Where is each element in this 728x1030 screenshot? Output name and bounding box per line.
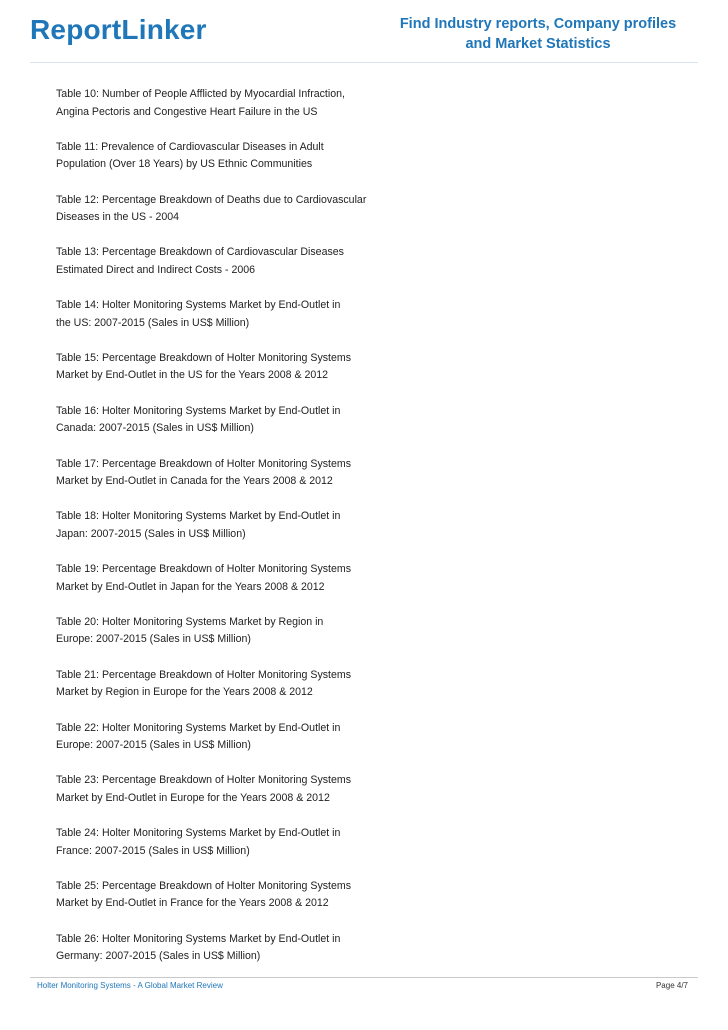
table-entry-line-2: Estimated Direct and Indirect Costs - 2006 — [56, 263, 256, 276]
table-entry-line-2: Europe: 2007-2015 (Sales in US$ Million) — [56, 739, 251, 752]
table-entry-line-1: Table 16: Holter Monitoring Systems Market by End-Outlet in — [56, 404, 341, 417]
table-entry — [56, 614, 416, 649]
table-entry-line-2: Market by End-Outlet in the US for the Years 2008 & 2012 — [56, 369, 329, 382]
table-entry-line-2: Japan: 2007-2015 (Sales in US$ Million) — [56, 527, 246, 540]
table-entry — [56, 403, 416, 438]
table-entry-line-1: Table 11: Prevalence of Cardiovascular Diseases in Adult — [56, 140, 324, 153]
table-entry — [56, 508, 416, 543]
table-entry — [56, 297, 416, 332]
table-entry — [56, 139, 416, 174]
table-entry — [56, 244, 416, 279]
table-entry-line-2: France: 2007-2015 (Sales in US$ Million) — [56, 844, 250, 857]
footer-divider — [30, 977, 698, 978]
tagline-line-1: Find Industry reports, Company profiles — [399, 16, 677, 32]
footer-document-link[interactable]: Holter Monitoring Systems - A Global Market Review — [37, 981, 223, 990]
table-entry — [56, 931, 416, 966]
table-entry — [56, 825, 416, 860]
table-entry-line-2: Market by End-Outlet in France for the Years 2008 & 2012 — [56, 897, 329, 910]
table-entry-line-2: Market by End-Outlet in Canada for the Years 2008 & 2012 — [56, 475, 333, 488]
table-entry-line-2: Angina Pectoris and Congestive Heart Failure in the US — [56, 105, 318, 118]
table-entry — [56, 350, 416, 385]
table-entry — [56, 456, 416, 491]
table-entry — [56, 192, 416, 227]
table-entry-line-1: Table 25: Percentage Breakdown of Holter Monitoring Systems — [56, 879, 352, 892]
table-entry — [56, 720, 416, 755]
table-entry-line-1: Table 10: Number of People Afflicted by Myocardial Infraction, — [56, 88, 345, 100]
table-entry-line-1: Table 17: Percentage Breakdown of Holter Monitoring Systems — [56, 457, 352, 470]
reportlinker-logo[interactable]: ReportLinker — [30, 14, 207, 45]
table-entry-line-1: Table 21: Percentage Breakdown of Holter Monitoring Systems — [56, 668, 352, 681]
table-entry-line-1: Table 14: Holter Monitoring Systems Market by End-Outlet in — [56, 299, 341, 312]
table-entry-line-2: Germany: 2007-2015 (Sales in US$ Million) — [56, 950, 261, 963]
table-of-figures-list — [56, 86, 416, 984]
header-divider — [30, 62, 698, 63]
table-entry-line-2: Market by End-Outlet in Europe for the Years 2008 & 2012 — [56, 791, 330, 804]
table-entry-line-1: Table 12: Percentage Breakdown of Deaths due to Cardiovascular — [56, 193, 367, 206]
page-number: Page 4/7 — [655, 981, 688, 990]
table-entry-line-2: Market by End-Outlet in Japan for the Years 2008 & 2012 — [56, 580, 325, 593]
table-entry-line-1: Table 19: Percentage Breakdown of Holter Monitoring Systems — [56, 563, 352, 576]
table-entry-line-2: Europe: 2007-2015 (Sales in US$ Million) — [56, 633, 251, 646]
page-header — [0, 0, 728, 70]
tagline-line-2: and Market Statistics — [465, 36, 611, 52]
header-tagline — [378, 14, 698, 54]
table-entry-line-1: Table 20: Holter Monitoring Systems Market by Region in — [56, 615, 324, 628]
table-entry — [56, 878, 416, 913]
table-entry-line-1: Table 18: Holter Monitoring Systems Market by End-Outlet in — [56, 510, 341, 523]
table-entry-line-2: Canada: 2007-2015 (Sales in US$ Million) — [56, 422, 254, 435]
table-entry-line-1: Table 26: Holter Monitoring Systems Market by End-Outlet in — [56, 932, 341, 945]
table-entry — [56, 86, 416, 121]
table-entry — [56, 561, 416, 596]
table-entry-line-2: Diseases in the US - 2004 — [56, 211, 180, 224]
table-entry-line-1: Table 13: Percentage Breakdown of Cardiovascular Diseases — [56, 246, 344, 259]
table-entry-line-2: the US: 2007-2015 (Sales in US$ Million) — [56, 316, 250, 329]
table-entry-line-1: Table 23: Percentage Breakdown of Holter Monitoring Systems — [56, 774, 352, 787]
table-entry — [56, 667, 416, 702]
table-entry-line-1: Table 15: Percentage Breakdown of Holter Monitoring Systems — [56, 351, 352, 364]
table-entry-line-2: Population (Over 18 Years) by US Ethnic Communities — [56, 158, 313, 171]
table-entry — [56, 772, 416, 807]
table-entry-line-1: Table 24: Holter Monitoring Systems Market by End-Outlet in — [56, 827, 341, 840]
table-entry-line-2: Market by Region in Europe for the Years 2008 & 2012 — [56, 686, 313, 699]
table-entry-line-1: Table 22: Holter Monitoring Systems Market by End-Outlet in — [56, 721, 341, 734]
